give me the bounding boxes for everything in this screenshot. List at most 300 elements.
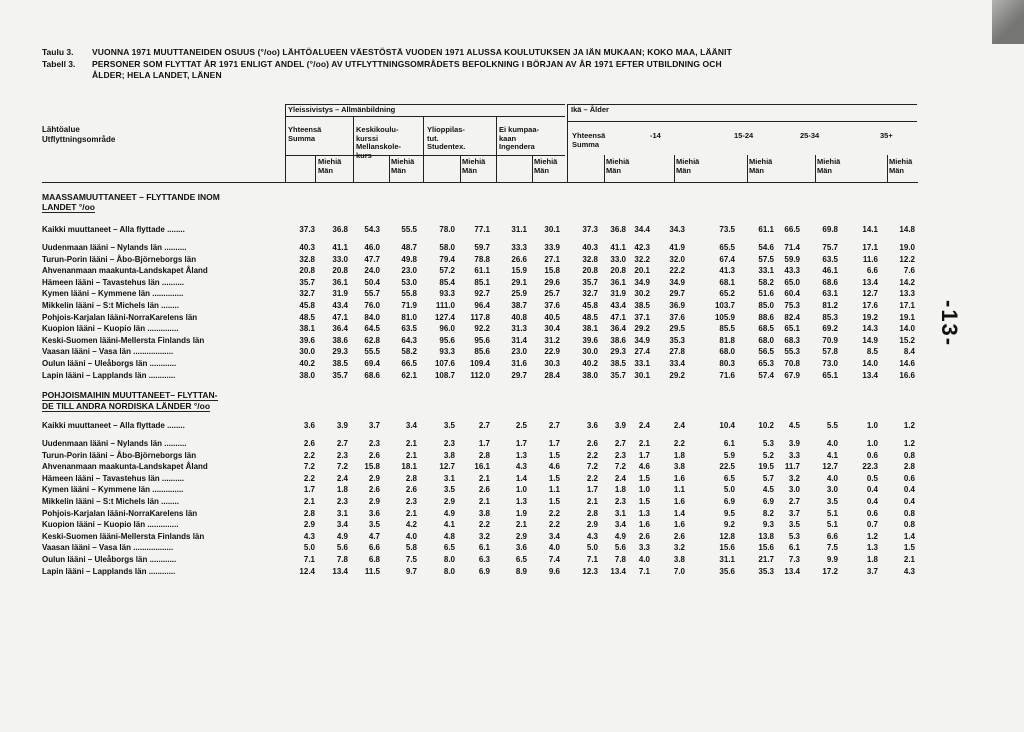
value-cell: 38.5 (634, 301, 650, 310)
value-cell: 1.3 (515, 497, 527, 506)
value-cell: 92.7 (474, 289, 490, 299)
region-name: Vaasan lääni – Vasa län .................. (42, 543, 174, 553)
value-cell: 0.4 (866, 497, 878, 506)
value-cell: 2.8 (303, 508, 315, 518)
value-cell: 3.8 (443, 450, 455, 460)
value-cell: 24.0 (364, 266, 380, 276)
value-cell: 5.3 (788, 531, 800, 541)
page-number: -13- (937, 300, 962, 348)
value-cell: 78.0 (439, 225, 455, 234)
value-cell: 10.4 (719, 421, 735, 430)
value-cell: 1.5 (638, 473, 650, 483)
value-cell: 37.6 (544, 301, 560, 310)
value-cell: 12.2 (899, 254, 915, 264)
value-cell: 37.6 (669, 312, 685, 322)
value-cell: 22.9 (544, 347, 560, 357)
value-cell: 4.3 (586, 531, 598, 541)
value-cell: 4.0 (826, 439, 838, 448)
value-cell: 1.7 (638, 450, 650, 460)
value-cell: 1.8 (866, 555, 878, 564)
value-cell: 40.3 (299, 243, 315, 252)
value-cell: 5.0 (303, 543, 315, 553)
value-cell: 3.4 (614, 520, 626, 530)
value-cell: 88.6 (758, 312, 774, 322)
value-cell: 9.7 (405, 566, 417, 576)
value-cell: 1.5 (548, 497, 560, 506)
value-cell: 3.2 (788, 473, 800, 483)
value-cell: 1.4 (515, 473, 527, 483)
value-cell: 41.3 (719, 266, 735, 276)
value-cell: 2.7 (548, 421, 560, 430)
value-cell: 6.3 (478, 555, 490, 564)
value-cell: 9.3 (762, 520, 774, 530)
value-cell: 4.1 (443, 520, 455, 530)
age-group-header: Ikä – Ålder (571, 105, 609, 114)
value-cell: 2.2 (303, 450, 315, 460)
value-cell: 2.6 (638, 531, 650, 541)
male-subheader: Miehiä Män (606, 157, 630, 175)
region-name: Keski-Suomen lääni-Mellersta Finlands län (42, 531, 205, 541)
value-cell: 68.6 (822, 277, 838, 287)
value-cell: 42.3 (634, 243, 650, 252)
edu-none-header: Ei kumpaa- kaan Ingendera (499, 125, 540, 151)
value-cell: 61.1 (758, 225, 774, 234)
value-cell: 20.8 (610, 266, 626, 276)
value-cell: 15.8 (364, 462, 380, 472)
value-cell: 34.3 (669, 225, 685, 234)
value-cell: 65.5 (719, 243, 735, 252)
value-cell: 2.6 (586, 439, 598, 448)
value-cell: 2.6 (303, 439, 315, 448)
value-cell: 49.8 (401, 254, 417, 264)
value-cell: 1.3 (638, 508, 650, 518)
value-cell: 6.1 (723, 439, 735, 448)
value-cell: 8.0 (443, 555, 455, 564)
value-cell: 10.2 (758, 421, 774, 430)
value-cell: 1.7 (548, 439, 560, 448)
value-cell: 2.3 (443, 439, 455, 448)
value-cell: 75.7 (822, 243, 838, 252)
value-cell: 38.7 (511, 301, 527, 310)
title-swedish-line-2: ÅLDER; HELA LANDET, LÄNEN (92, 70, 222, 80)
value-cell: 7.1 (586, 555, 598, 564)
value-cell: 5.1 (826, 520, 838, 530)
value-cell: 29.7 (669, 289, 685, 299)
value-cell: 31.6 (511, 359, 527, 368)
value-cell: 37.3 (299, 225, 315, 234)
value-cell: 108.7 (434, 370, 455, 380)
value-cell: 17.1 (899, 301, 915, 310)
value-cell: 3.0 (788, 485, 800, 495)
value-cell: 6.5 (515, 555, 527, 564)
age-35-header: 35+ (880, 131, 893, 140)
value-cell: 2.2 (478, 520, 490, 530)
value-cell: 1.4 (673, 508, 685, 518)
value-cell: 30.2 (634, 289, 650, 299)
value-cell: 36.9 (669, 301, 685, 310)
value-cell: 5.5 (826, 421, 838, 430)
value-cell: 0.7 (866, 520, 878, 530)
value-cell: 7.6 (903, 266, 915, 276)
value-cell: 33.0 (332, 254, 348, 264)
value-cell: 12.4 (299, 566, 315, 576)
value-cell: 81.8 (719, 335, 735, 345)
value-cell: 30.1 (634, 370, 650, 380)
value-cell: 1.2 (866, 531, 878, 541)
value-cell: 19.5 (758, 462, 774, 472)
value-cell: 48.5 (582, 312, 598, 322)
value-cell: 54.3 (364, 225, 380, 234)
value-cell: 36.1 (332, 277, 348, 287)
value-cell: 82.4 (784, 312, 800, 322)
value-cell: 39.6 (582, 335, 598, 345)
value-cell: 7.8 (614, 555, 626, 564)
value-cell: 1.6 (673, 497, 685, 506)
value-cell: 30.0 (582, 347, 598, 357)
title-finnish: VUONNA 1971 MUUTTANEIDEN OSUUS (°/oo) LÄHTÖALUEEN VÄESTÖSTÄ VUODEN 1971 ALUSSA KOULUTUKSEN JA IÄN MUKAAN; KOKO MAA, LÄÄNIT (92, 47, 732, 57)
value-cell: 12.8 (719, 531, 735, 541)
value-cell: 63.5 (822, 254, 838, 264)
value-cell: 2.1 (903, 555, 915, 564)
value-cell: 2.2 (586, 450, 598, 460)
value-cell: 1.2 (903, 439, 915, 448)
value-cell: 2.2 (586, 473, 598, 483)
value-cell: 31.9 (332, 289, 348, 299)
value-cell: 47.7 (364, 254, 380, 264)
value-cell: 30.0 (299, 347, 315, 357)
value-cell: 36.1 (610, 277, 626, 287)
value-cell: 4.0 (826, 473, 838, 483)
region-name: Kuopion lääni – Kuopio län .............. (42, 324, 179, 334)
value-cell: 0.4 (903, 485, 915, 495)
value-cell: 0.8 (903, 508, 915, 518)
value-cell: 2.1 (515, 520, 527, 530)
value-cell: 1.5 (548, 473, 560, 483)
value-cell: 34.9 (669, 277, 685, 287)
value-cell: 20.8 (332, 266, 348, 276)
value-cell: 2.8 (405, 473, 417, 483)
value-cell: 2.4 (673, 421, 685, 430)
region-name: Oulun lääni – Uleåborgs län ............ (42, 359, 177, 368)
value-cell: 107.6 (434, 359, 455, 368)
value-cell: 40.3 (582, 243, 598, 252)
value-cell: 33.1 (758, 266, 774, 276)
value-cell: 22.5 (719, 462, 735, 472)
section-title: MAASSAMUUTTANEET – FLYTTANDE INOM LANDET °/oo (42, 192, 220, 212)
value-cell: 2.9 (586, 520, 598, 530)
region-name: Oulun lääni – Uleåborgs län ............ (42, 555, 177, 564)
value-cell: 27.1 (544, 254, 560, 264)
value-cell: 1.3 (515, 450, 527, 460)
value-cell: 7.2 (336, 462, 348, 472)
value-cell: 127.4 (434, 312, 455, 322)
value-cell: 79.4 (439, 254, 455, 264)
value-cell: 51.6 (758, 289, 774, 299)
value-cell: 57.5 (758, 254, 774, 264)
value-cell: 58.2 (401, 347, 417, 357)
value-cell: 6.8 (368, 555, 380, 564)
value-cell: 7.2 (303, 462, 315, 472)
value-cell: 0.6 (903, 473, 915, 483)
value-cell: 85.1 (474, 277, 490, 287)
value-cell: 14.0 (862, 359, 878, 368)
value-cell: 55.5 (364, 347, 380, 357)
value-cell: 4.3 (515, 462, 527, 472)
value-cell: 17.2 (822, 566, 838, 576)
value-cell: 1.7 (303, 485, 315, 495)
value-cell: 7.8 (336, 555, 348, 564)
value-cell: 1.0 (515, 485, 527, 495)
value-cell: 13.4 (862, 370, 878, 380)
value-cell: 4.0 (548, 543, 560, 553)
value-cell: 2.8 (586, 508, 598, 518)
value-cell: 4.0 (638, 555, 650, 564)
value-cell: 12.7 (439, 462, 455, 472)
value-cell: 0.5 (866, 473, 878, 483)
value-cell: 1.2 (903, 421, 915, 430)
value-cell: 36.4 (332, 324, 348, 334)
value-cell: 32.2 (634, 254, 650, 264)
value-cell: 5.7 (762, 473, 774, 483)
value-cell: 36.8 (610, 225, 626, 234)
value-cell: 11.7 (784, 462, 800, 472)
region-name: Ahvenanmaan maakunta-Landskapet Åland (42, 266, 208, 276)
value-cell: 3.9 (614, 421, 626, 430)
value-cell: 3.3 (638, 543, 650, 553)
value-cell: 29.6 (544, 277, 560, 287)
value-cell: 2.3 (614, 497, 626, 506)
value-cell: 31.4 (511, 335, 527, 345)
value-cell: 29.5 (669, 324, 685, 334)
value-cell: 96.4 (474, 301, 490, 310)
value-cell: 85.4 (439, 277, 455, 287)
value-cell: 5.6 (336, 543, 348, 553)
value-cell: 40.5 (544, 312, 560, 322)
value-cell: 21.7 (758, 555, 774, 564)
region-name: Lapin lääni – Lapplands län ............ (42, 370, 176, 380)
value-cell: 6.9 (762, 497, 774, 506)
region-name: Mikkelin lääni – S:t Michels län ........ (42, 497, 179, 506)
value-cell: 85.5 (719, 324, 735, 334)
value-cell: 33.4 (669, 359, 685, 368)
value-cell: 13.4 (784, 566, 800, 576)
value-cell: 45.8 (299, 301, 315, 310)
value-cell: 2.8 (903, 462, 915, 472)
value-cell: 71.4 (784, 243, 800, 252)
value-cell: 8.9 (515, 566, 527, 576)
value-cell: 65.0 (784, 277, 800, 287)
value-cell: 25.9 (511, 289, 527, 299)
value-cell: 4.8 (443, 531, 455, 541)
male-subheader: Miehiä Män (318, 157, 342, 175)
value-cell: 41.1 (610, 243, 626, 252)
value-cell: 14.9 (862, 335, 878, 345)
value-cell: 56.5 (758, 347, 774, 357)
value-cell: 31.2 (544, 335, 560, 345)
value-cell: 81.2 (822, 301, 838, 310)
value-cell: 62.8 (364, 335, 380, 345)
value-cell: 7.5 (405, 555, 417, 564)
region-name: Kuopion lääni – Kuopio län .............. (42, 520, 179, 530)
value-cell: 1.1 (673, 485, 685, 495)
value-cell: 33.3 (511, 243, 527, 252)
value-cell: 14.3 (862, 324, 878, 334)
value-cell: 2.3 (368, 439, 380, 448)
value-cell: 112.0 (470, 370, 490, 380)
value-cell: 45.8 (582, 301, 598, 310)
value-cell: 6.9 (723, 497, 735, 506)
value-cell: 1.5 (903, 543, 915, 553)
value-cell: 54.6 (758, 243, 774, 252)
value-cell: 2.3 (405, 497, 417, 506)
value-cell: 4.6 (548, 462, 560, 472)
value-cell: 0.4 (903, 497, 915, 506)
value-cell: 38.1 (299, 324, 315, 334)
value-cell: 66.5 (401, 359, 417, 368)
value-cell: 4.9 (336, 531, 348, 541)
value-cell: 2.6 (368, 450, 380, 460)
value-cell: 1.0 (638, 485, 650, 495)
value-cell: 2.9 (443, 497, 455, 506)
value-cell: 1.8 (336, 485, 348, 495)
value-cell: 37.1 (634, 312, 650, 322)
value-cell: 5.2 (762, 450, 774, 460)
value-cell: 6.5 (723, 473, 735, 483)
region-name: Uudenmaan lääni – Nylands län .......... (42, 243, 187, 252)
value-cell: 2.6 (673, 531, 685, 541)
value-cell: 66.5 (784, 225, 800, 234)
value-cell: 64.3 (401, 335, 417, 345)
value-cell: 3.5 (443, 421, 455, 430)
value-cell: 0.8 (903, 520, 915, 530)
value-cell: 35.6 (719, 566, 735, 576)
male-subheader: Miehiä Män (749, 157, 773, 175)
section-title: POHJOISMAIHIN MUUTTANEET– FLYTTAN- DE TILL ANDRA NORDISKA LÄNDER °/oo (42, 390, 218, 411)
value-cell: 3.7 (788, 508, 800, 518)
value-cell: 30.1 (544, 225, 560, 234)
value-cell: 1.6 (673, 520, 685, 530)
value-cell: 38.1 (582, 324, 598, 334)
value-cell: 6.6 (368, 543, 380, 553)
value-cell: 85.0 (758, 301, 774, 310)
value-cell: 38.0 (582, 370, 598, 380)
value-cell: 32.0 (669, 254, 685, 264)
value-cell: 2.7 (788, 497, 800, 506)
value-cell: 2.2 (673, 439, 685, 448)
value-cell: 29.3 (332, 347, 348, 357)
region-name: Mikkelin lääni – S:t Michels län ........ (42, 301, 179, 310)
value-cell: 5.3 (762, 439, 774, 448)
value-cell: 14.0 (899, 324, 915, 334)
value-cell: 3.6 (586, 421, 598, 430)
value-cell: 63.5 (401, 324, 417, 334)
value-cell: 2.9 (368, 497, 380, 506)
value-cell: 1.4 (903, 531, 915, 541)
value-cell: 3.3 (788, 450, 800, 460)
value-cell: 38.6 (610, 335, 626, 345)
value-cell: 3.6 (303, 421, 315, 430)
value-cell: 29.7 (511, 370, 527, 380)
region-name: Hämeen lääni – Tavastehus län .......... (42, 473, 185, 483)
value-cell: 2.7 (478, 421, 490, 430)
value-cell: 28.4 (544, 370, 560, 380)
value-cell: 2.1 (405, 508, 417, 518)
value-cell: 3.1 (443, 473, 455, 483)
value-cell: 2.8 (478, 450, 490, 460)
value-cell: 4.3 (303, 531, 315, 541)
value-cell: 29.3 (610, 347, 626, 357)
value-cell: 55.8 (401, 289, 417, 299)
value-cell: 4.6 (638, 462, 650, 472)
value-cell: 2.9 (368, 473, 380, 483)
value-cell: 40.2 (582, 359, 598, 368)
value-cell: 58.0 (439, 243, 455, 252)
value-cell: 2.3 (336, 450, 348, 460)
value-cell: 4.5 (788, 421, 800, 430)
male-subheader: Miehiä Män (534, 157, 558, 175)
value-cell: 53.0 (401, 277, 417, 287)
value-cell: 7.0 (673, 566, 685, 576)
male-subheader: Miehiä Män (817, 157, 841, 175)
value-cell: 3.8 (478, 508, 490, 518)
value-cell: 4.1 (826, 450, 838, 460)
value-cell: 2.1 (303, 497, 315, 506)
value-cell: 73.5 (719, 225, 735, 234)
value-cell: 8.5 (866, 347, 878, 357)
value-cell: 46.0 (364, 243, 380, 252)
value-cell: 6.1 (788, 543, 800, 553)
value-cell: 68.1 (719, 277, 735, 287)
value-cell: 3.5 (368, 520, 380, 530)
value-cell: 13.4 (862, 277, 878, 287)
value-cell: 7.2 (586, 462, 598, 472)
value-cell: 3.6 (368, 508, 380, 518)
edu-total-header: Yhteensä Summa (288, 125, 322, 143)
value-cell: 3.8 (673, 555, 685, 564)
value-cell: 15.2 (899, 335, 915, 345)
male-subheader: Miehiä Män (889, 157, 913, 175)
value-cell: 2.2 (548, 520, 560, 530)
value-cell: 7.4 (548, 555, 560, 564)
value-cell: 13.4 (332, 566, 348, 576)
value-cell: 57.8 (822, 347, 838, 357)
value-cell: 2.1 (405, 439, 417, 448)
value-cell: 96.0 (439, 324, 455, 334)
value-cell: 9.5 (723, 508, 735, 518)
value-cell: 1.7 (586, 485, 598, 495)
value-cell: 2.1 (478, 473, 490, 483)
value-cell: 117.8 (470, 312, 490, 322)
value-cell: 26.6 (511, 254, 527, 264)
value-cell: 70.9 (822, 335, 838, 345)
age-25-34-header: 25-34 (800, 131, 820, 140)
value-cell: 70.8 (784, 359, 800, 368)
value-cell: 17.1 (862, 243, 878, 252)
value-cell: 1.0 (866, 421, 878, 430)
value-cell: 2.7 (614, 439, 626, 448)
value-cell: 2.3 (614, 450, 626, 460)
value-cell: 65.1 (784, 324, 800, 334)
value-cell: 3.0 (826, 485, 838, 495)
value-cell: 3.4 (405, 421, 417, 430)
value-cell: 63.1 (822, 289, 838, 299)
value-cell: 34.4 (634, 225, 650, 234)
value-cell: 2.1 (586, 497, 598, 506)
value-cell: 3.5 (788, 520, 800, 530)
value-cell: 32.8 (299, 254, 315, 264)
value-cell: 34.9 (634, 335, 650, 345)
value-cell: 35.7 (299, 277, 315, 287)
